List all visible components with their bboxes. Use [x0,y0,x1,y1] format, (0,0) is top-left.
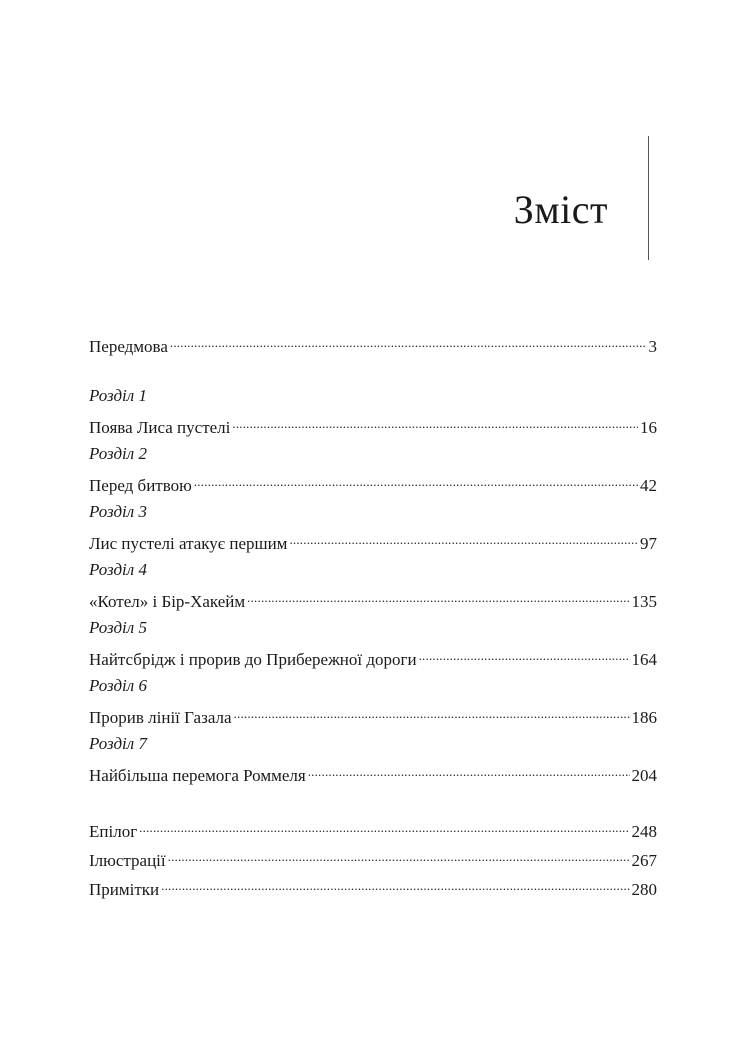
chapter-label-1: Розділ 1 [89,386,147,405]
dot-leader [308,759,630,781]
toc-entry-chapter-6[interactable] [89,701,657,729]
toc-entry-title: Епілог [89,822,138,841]
dot-leader [170,330,647,352]
toc-entry-title: Прорив лінії Газала [89,708,232,727]
toc-entry-chapter-7[interactable] [89,759,657,787]
toc-entry-page: 16 [640,418,657,437]
dot-leader [168,844,630,866]
dot-leader [247,585,629,607]
toc-entry-epilogue[interactable] [89,815,657,843]
toc-entry-preface[interactable] [89,330,657,358]
toc-entry-page: 97 [640,534,657,553]
dot-leader [289,527,638,549]
toc-entry-chapter-5[interactable] [89,643,657,671]
toc-entry-title: Поява Лиса пустелі [89,418,231,437]
toc-entry-page: 267 [631,851,657,870]
toc-entry-page: 248 [631,822,657,841]
toc-entry-page: 186 [631,708,657,727]
toc-entry-chapter-2[interactable] [89,469,657,497]
toc-entry-page: 164 [631,650,657,669]
toc-entry-chapter-1[interactable] [89,411,657,439]
dot-leader [232,411,638,433]
chapter-label-7: Розділ 7 [89,734,147,753]
toc-entry-title: Примітки [89,880,160,899]
chapter-label-4: Розділ 4 [89,560,147,579]
toc-entry-page: 280 [631,880,657,899]
toc-entry-title: «Котел» і Бір-Хакейм [89,592,246,611]
dot-leader [194,469,638,491]
chapter-label-5: Розділ 5 [89,618,147,637]
page-title: Зміст [513,187,608,232]
toc-entry-page: 42 [640,476,657,495]
toc-entry-title: Перед битвою [89,476,192,495]
chapter-label-3: Розділ 3 [89,502,147,521]
toc-entry-chapter-4[interactable] [89,585,657,613]
toc-entry-title: Найтсбрідж і прорив до Прибережної дороги [89,650,417,669]
toc-entry-page: 3 [648,337,657,356]
dot-leader [234,701,630,723]
toc-entry-title: Передмова [89,337,168,356]
dot-leader [139,815,629,837]
dot-leader [419,643,630,665]
toc-entry-page: 204 [631,766,657,785]
toc-entry-title: Найбільша перемога Роммеля [89,766,306,785]
toc-entry-notes[interactable] [89,873,657,901]
title-divider [648,136,649,260]
toc-entry-page: 135 [631,592,657,611]
toc-entry-title: Лис пустелі атакує першим [89,534,288,553]
toc-entry-illustrations[interactable] [89,844,657,872]
dot-leader [161,873,629,895]
toc-entry-title: Ілюстрації [89,851,166,870]
toc-entry-chapter-3[interactable] [89,527,657,555]
chapter-label-6: Розділ 6 [89,676,147,695]
chapter-label-2: Розділ 2 [89,444,147,463]
